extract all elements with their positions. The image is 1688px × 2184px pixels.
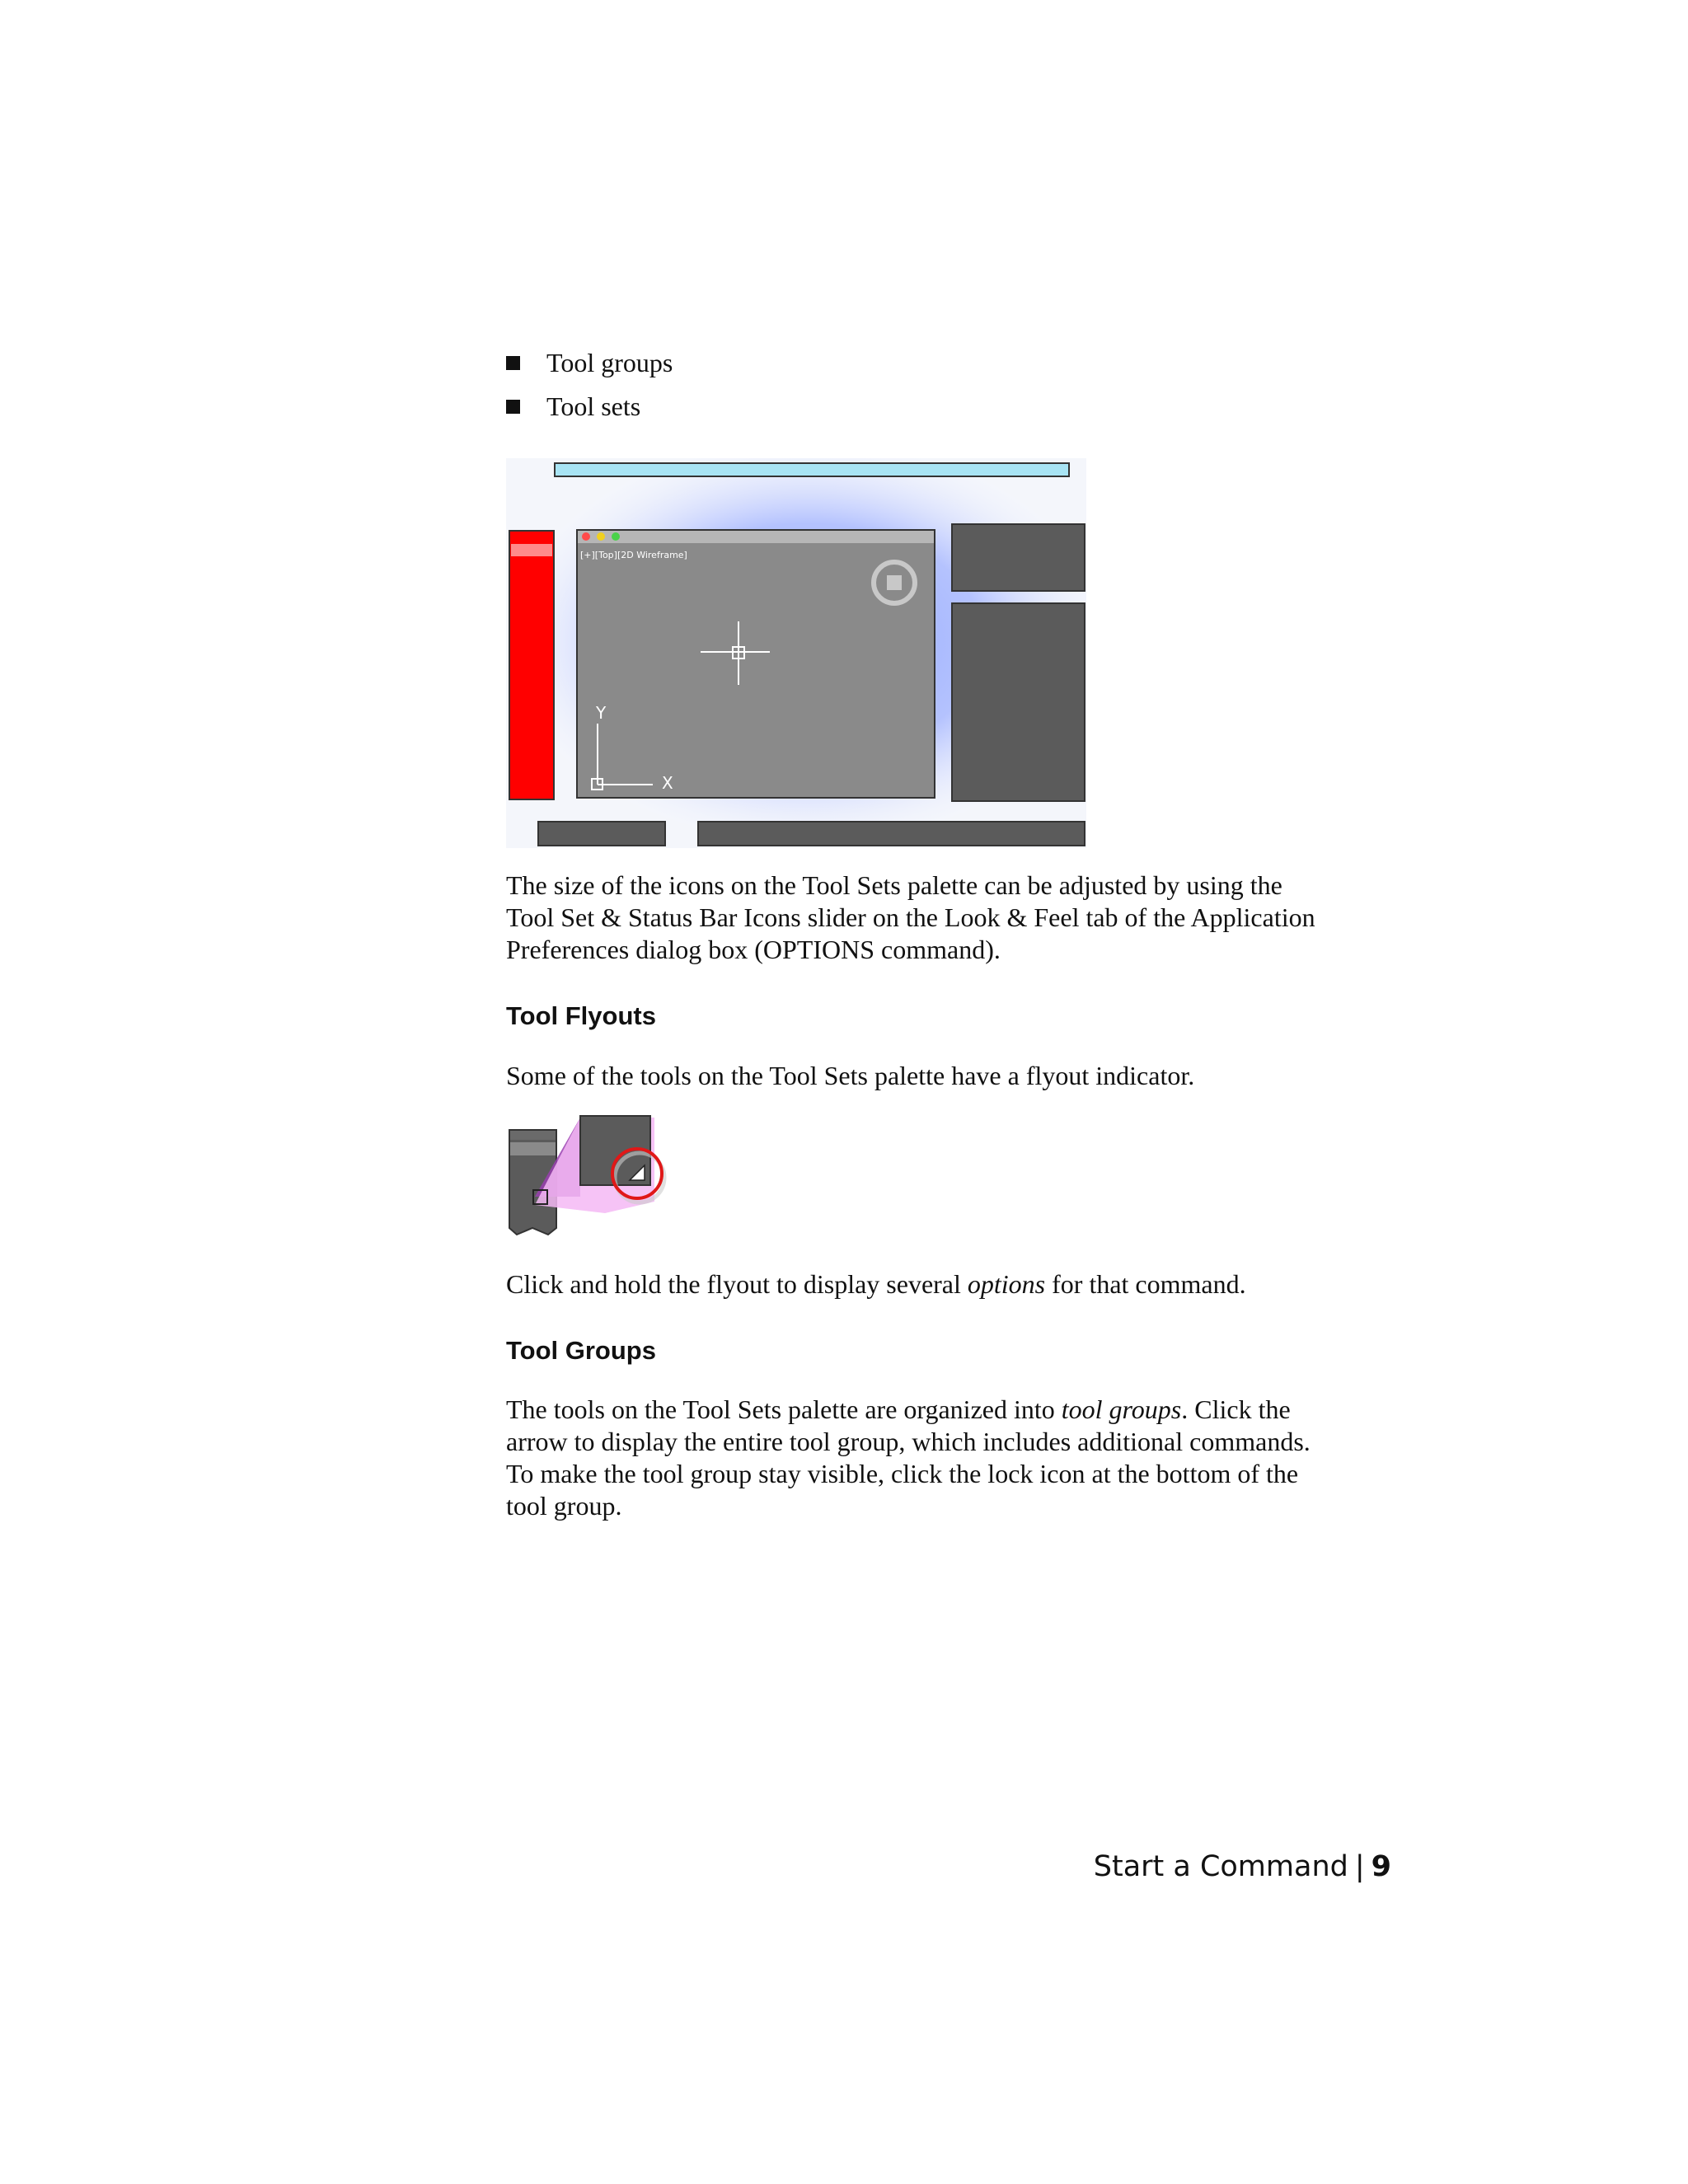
paragraph-line: Tool Set & Status Bar Icons slider on the Look & Feel tab of the Application [506, 902, 1315, 932]
paragraph-tool-groups [506, 1394, 1396, 1522]
page-number: 9 [1371, 1850, 1391, 1883]
paragraph-line: tool group. [506, 1491, 622, 1521]
minimize-button-icon [597, 532, 605, 541]
menu-bar [555, 463, 1069, 476]
window-titlebar [578, 531, 934, 543]
viewport-label: [+][Top][2D Wireframe] [580, 550, 687, 560]
paragraph-line: Some of the tools on the Tool Sets palette have a flyout indicator. [506, 1061, 1195, 1090]
bullet-text: Tool sets [546, 391, 641, 421]
paragraph-line: arrow to display the entire tool group, which includes additional commands. [506, 1427, 1311, 1456]
text-run: The tools on the Tool Sets palette are organized into [506, 1394, 1062, 1424]
bullet-square-icon [506, 356, 520, 370]
inspector-palette [952, 524, 1085, 591]
paragraph-icon-size [506, 869, 1396, 966]
bullet-item [506, 343, 673, 382]
close-button-icon [582, 532, 590, 541]
paragraph-line: The size of the icons on the Tool Sets palette can be adjusted by using the [506, 870, 1282, 900]
status-bar [698, 822, 1085, 846]
emphasis-options: options [967, 1269, 1046, 1299]
paragraph-line [506, 1394, 1396, 1426]
paragraph-flyout-hold [506, 1268, 1396, 1301]
tool-sets-palette [509, 531, 554, 799]
tool-sets-palette-header [511, 544, 552, 556]
command-line-bar [538, 822, 665, 846]
paragraph-line [506, 1268, 1396, 1301]
heading-tool-flyouts: Tool Flyouts [506, 1001, 656, 1030]
text-run: Click and hold the flyout to display several [506, 1269, 968, 1299]
heading-tool-groups: Tool Groups [506, 1336, 656, 1365]
palette-strip-header [510, 1131, 556, 1140]
paragraph-line: Preferences dialog box (OPTIONS command). [506, 935, 1001, 964]
flyout-indicator-figure [506, 1113, 679, 1241]
ucs-x-label: X [662, 773, 673, 793]
emphasis-tool-groups: tool groups [1061, 1394, 1182, 1424]
text-run: . Click the [1181, 1394, 1291, 1424]
footer-section-title: Start a Command [1093, 1850, 1348, 1883]
bullet-square-icon [506, 400, 520, 414]
paragraph-line: To make the tool group stay visible, click the lock icon at the bottom of the [506, 1459, 1299, 1488]
ucs-y-label: Y [596, 703, 607, 723]
viewcube-center [887, 575, 902, 590]
page-footer [1094, 1849, 1391, 1884]
text-run: for that command. [1045, 1269, 1246, 1299]
footer-separator: | [1354, 1850, 1365, 1883]
paragraph-flyout-indicator [506, 1060, 1396, 1092]
palette-strip-row [510, 1142, 556, 1155]
content-palette [952, 603, 1085, 801]
bullet-text: Tool groups [546, 348, 673, 377]
ui-layout-figure [506, 458, 1086, 848]
bullet-item [506, 387, 640, 426]
zoom-button-icon [612, 532, 620, 541]
